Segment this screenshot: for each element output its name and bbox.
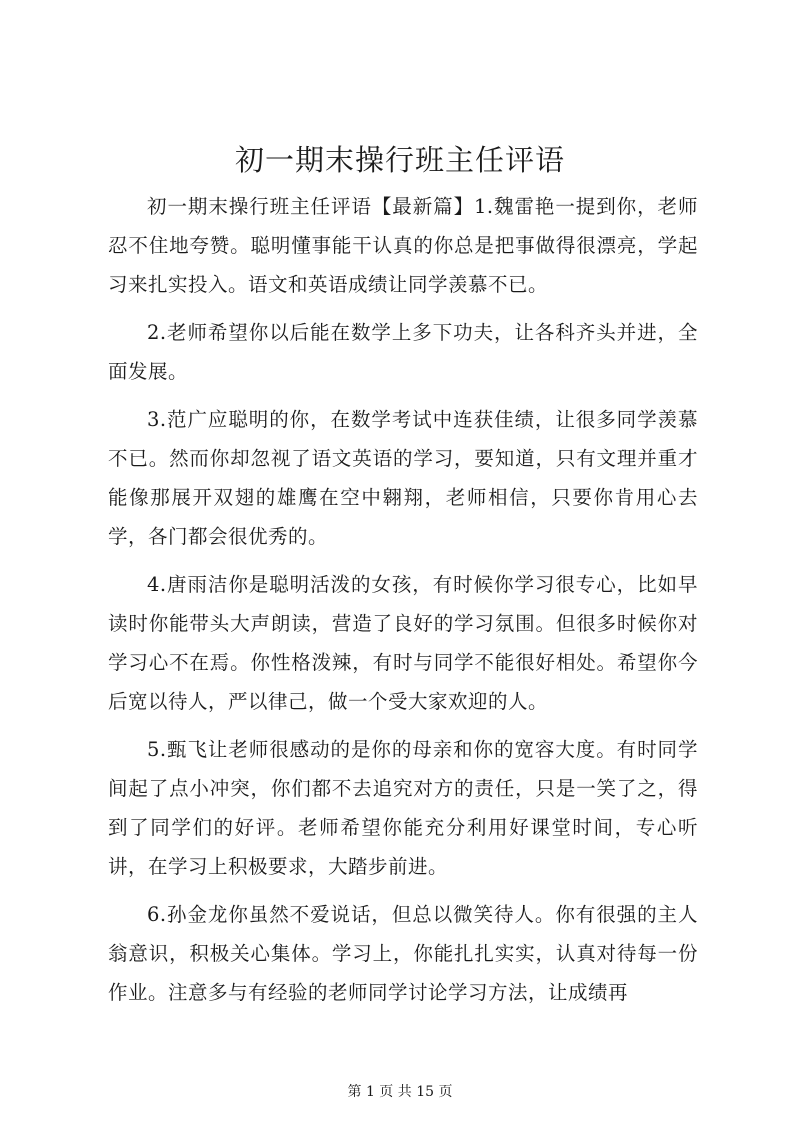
paragraph-3: 3.范广应聪明的你，在数学考试中连获佳绩，让很多同学羡慕不已。然而你却忽视了语文英语的学习，要知道，只有文理并重才能像那展开双翅的雄鹰在空中翱翔，老师相信，只要你肯用心去学，各门都会很优秀的。	[108, 408, 698, 548]
page-number-footer: 第 1 页 共 15 页	[347, 1084, 453, 1100]
page-title: 初一期末操行班主任评语	[234, 143, 565, 177]
paragraph-5: 5.甄飞让老师很感动的是你的母亲和你的宽容大度。有时同学间起了点小冲突，你们都不去追究对方的责任，只是一笑了之，得到了同学们的好评。老师希望你能充分利用好课堂时间，专心听讲，在学习上积极要求，大踏步前进。	[108, 738, 698, 878]
paragraph-1: 初一期末操行班主任评语【最新篇】1.魏雷艳一提到你，老师忍不住地夸赞。聪明懂事能干认真的你总是把事做得很漂亮，学起习来扎实投入。语文和英语成绩让同学羡慕不已。	[108, 195, 698, 296]
document-body	[108, 187, 698, 1021]
paragraph-2: 2.老师希望你以后能在数学上多下功夫，让各科齐头并进，全面发展。	[108, 321, 698, 383]
paragraph-6: 6.孙金龙你虽然不爱说话，但总以微笑待人。你有很强的主人翁意识，积极关心集体。学习上，你能扎扎实实，认真对待每一份作业。注意多与有经验的老师同学讨论学习方法，让成绩再	[108, 903, 698, 1004]
paragraph-4: 4.唐雨洁你是聪明活泼的女孩，有时候你学习很专心，比如早读时你能带头大声朗读，营造了良好的学习氛围。但很多时候你对学习心不在焉。你性格泼辣，有时与同学不能很好相处。希望你今后宽以待人，严以律己，做一个受大家欢迎的人。	[108, 573, 698, 713]
